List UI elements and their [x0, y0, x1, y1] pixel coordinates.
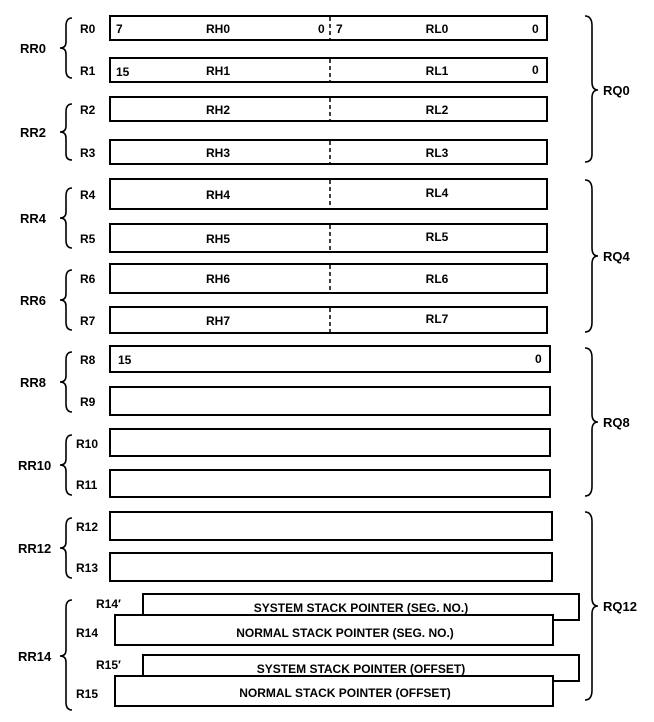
- pair-label-rr4: RR4: [20, 211, 47, 226]
- register-name-r1: R1: [80, 64, 96, 78]
- register-name-r11: R11: [76, 478, 98, 492]
- stack-text-r15-prime: SYSTEM STACK POINTER (OFFSET): [256, 662, 466, 676]
- quad-label-rq0: RQ0: [603, 83, 630, 98]
- pair-label-rr14: RR14: [18, 649, 52, 664]
- bit-number-r0-high-lsb: 0: [318, 22, 325, 36]
- register-box-r5: [110, 224, 547, 252]
- byte-label-rl2: RL2: [425, 103, 449, 117]
- byte-label-rh4: RH4: [205, 188, 231, 202]
- byte-label-rl4: RL4: [425, 186, 449, 200]
- register-name-r10: R10: [76, 437, 99, 451]
- register-name-r14: R14: [76, 626, 99, 640]
- pair-label-rr6: RR6: [20, 293, 47, 308]
- register-name-r3: R3: [80, 146, 96, 160]
- stack-text-r15: NORMAL STACK POINTER (OFFSET): [239, 686, 451, 700]
- bit-number-r8-lsb: 0: [535, 352, 542, 366]
- byte-label-rh6: RH6: [205, 272, 231, 286]
- byte-label-rh1: RH1: [205, 64, 231, 78]
- byte-label-rl7: RL7: [425, 312, 449, 326]
- register-name-r14-prime: R14′: [96, 597, 121, 611]
- register-name-r13: R13: [76, 561, 99, 575]
- register-box-r10: [110, 429, 550, 456]
- register-box-r6: [110, 264, 547, 293]
- quad-braces: [585, 16, 598, 700]
- bit-number-r0-low-lsb: 0: [532, 22, 539, 36]
- stack-text-r14: NORMAL STACK POINTER (SEG. NO.): [236, 626, 454, 640]
- register-box-r1: [110, 58, 547, 82]
- register-box-r8: [110, 346, 550, 372]
- register-box-r4: [110, 179, 547, 209]
- bit-number-r0-low-msb: 7: [336, 22, 343, 36]
- register-box-r7: [110, 307, 547, 333]
- bit-number-r1-lsb: 0: [532, 63, 539, 77]
- register-box-r12: [110, 512, 552, 540]
- pair-label-rr12: RR12: [18, 541, 52, 556]
- bit-number-r1-msb: 15: [116, 65, 130, 79]
- register-name-r9: R9: [80, 395, 96, 409]
- register-box-r9: [110, 387, 550, 415]
- pair-label-rr2: RR2: [20, 125, 47, 140]
- pair-label-rr0: RR0: [20, 41, 47, 56]
- bit-number-r8-msb: 15: [118, 353, 132, 367]
- register-box-r2: [110, 97, 547, 121]
- register-name-r12: R12: [76, 520, 99, 534]
- register-name-r8: R8: [80, 353, 96, 367]
- byte-label-rh2: RH2: [205, 103, 231, 117]
- bit-number-r0-high-msb: 7: [116, 22, 123, 36]
- register-name-r15: R15: [76, 687, 99, 701]
- byte-label-rl1: RL1: [425, 64, 449, 78]
- register-box-r0: [110, 16, 547, 40]
- byte-label-rl0: RL0: [425, 22, 449, 36]
- register-name-r6: R6: [80, 272, 96, 286]
- register-name-r7: R7: [80, 314, 96, 328]
- byte-label-rh3: RH3: [205, 146, 231, 160]
- register-name-r2: R2: [80, 103, 96, 117]
- byte-label-rh7: RH7: [205, 314, 231, 328]
- register-box-r13: [110, 553, 552, 581]
- register-name-r5: R5: [80, 232, 96, 246]
- register-box-r11: [110, 470, 550, 497]
- quad-label-rq12: RQ12: [603, 599, 637, 614]
- register-box-r3: [110, 140, 547, 164]
- pair-label-rr8: RR8: [20, 375, 47, 390]
- quad-label-rq4: RQ4: [603, 249, 630, 264]
- pair-label-rr10: RR10: [18, 458, 52, 473]
- byte-label-rl5: RL5: [425, 230, 449, 244]
- register-name-r0: R0: [80, 22, 96, 36]
- byte-label-rh5: RH5: [205, 232, 231, 246]
- register-name-r4: R4: [80, 188, 96, 202]
- register-name-r15-prime: R15′: [96, 658, 121, 672]
- quad-label-rq8: RQ8: [603, 415, 630, 430]
- stack-text-r14-prime: SYSTEM STACK POINTER (SEG. NO.): [253, 601, 469, 615]
- byte-label-rl3: RL3: [425, 146, 449, 160]
- byte-label-rl6: RL6: [425, 272, 449, 286]
- byte-label-rh0: RH0: [205, 22, 231, 36]
- pair-braces: [60, 18, 72, 710]
